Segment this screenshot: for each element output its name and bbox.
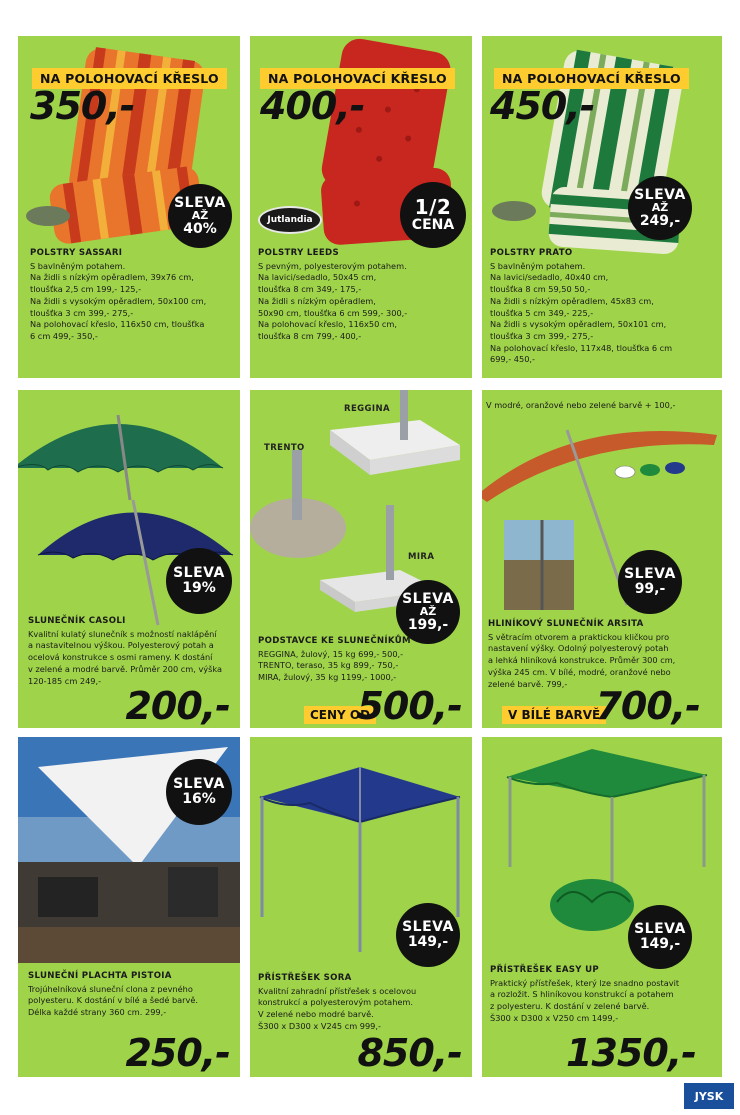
badge-line1: SLEVA [173, 776, 225, 793]
desc-line: v zelené a modré barvě. Průměr 200 cm, výška [28, 663, 223, 674]
card-stands [250, 390, 472, 728]
desc-line: Na lavici/sedadlo, 50x45 cm, [258, 272, 377, 283]
stand-label-trento: TRENTO [264, 443, 305, 453]
desc-line: tloušťka 3 cm 399,- 275,- [490, 330, 594, 341]
product-title: PODSTAVCE KE SLUNEČNÍKŮM [258, 636, 411, 646]
desc-line: polyesteru. K dostání v bílé a šedé barvě. [28, 995, 199, 1006]
desc-line: S větracím otvorem a praktickou kličkou pro [488, 631, 670, 642]
desc-line: Na židli s nízkým opěradlem, [258, 295, 376, 306]
desc-line: ocelová konstrukce s osmi rameny. K dostání [28, 652, 213, 663]
desc-line: a nastavitelnou výškou. Polyesterový potah a [28, 640, 214, 651]
badge-line2: AŽ [419, 605, 437, 619]
badge-line2: AŽ [651, 201, 669, 215]
desc-line: Na židli s vysokým opěradlem, 50x101 cm, [490, 319, 667, 330]
badge-line3: CENA [411, 217, 455, 234]
desc-line: 120-185 cm 249,- [28, 675, 102, 686]
product-description [28, 616, 238, 687]
badge-line1: SLEVA [174, 194, 226, 211]
color-note [486, 400, 718, 412]
desc-line: tloušťka 8 cm 59,50 50,- [490, 284, 591, 295]
desc-line: TRENTO, teraso, 35 kg 899,- 750,- [258, 660, 399, 671]
desc-line: V zelené nebo modré barvě. [258, 1009, 374, 1020]
desc-line: MIRA, žulový, 35 kg 1199,- 1000,- [258, 672, 397, 683]
desc-line: nastavení výšky. Odolný polyesterový potah [488, 643, 669, 654]
badge-line2: AŽ [191, 209, 209, 223]
desc-line: výška 245 cm. V bílé, modré, oranžové nebo [488, 666, 671, 677]
desc-line: Na židli s vysokým opěradlem, 50x100 cm, [30, 295, 207, 306]
desc-line: Na polohovací křeslo, 116x50 cm, [258, 319, 397, 330]
product-description [490, 965, 720, 1025]
price: 200,- [125, 684, 230, 728]
price: 850,- [357, 1031, 462, 1075]
desc-line: z polyesteru. K dostání v zelené barvě. [490, 1001, 650, 1012]
product-description [258, 636, 468, 684]
product-title: SLUNEČNÍK CASOLI [28, 616, 126, 626]
desc-line: zelené barvě. 799,- [488, 678, 568, 689]
price: 500,- [357, 684, 462, 728]
desc-line: S pevným, polyesterovým potahem. [258, 260, 407, 271]
jutlandia-logo: Jutlandia [258, 206, 322, 234]
price: 350,- [30, 84, 135, 128]
desc-line: tloušťka 8 cm 799,- 400,- [258, 330, 362, 341]
badge-line3: 19% [182, 580, 216, 596]
desc-line: Délka každé strany 360 cm. 299,- [28, 1007, 167, 1018]
desc-line: Na lavici/sedadlo, 40x40 cm, [490, 272, 609, 283]
desc-line: a rozložit. S hliníkovou konstrukcí a potahem [490, 989, 674, 1000]
product-title: POLSTRY PRATO [490, 248, 573, 258]
product-title: HLINÍKOVÝ SLUNEČNÍK ARSITA [488, 619, 644, 629]
discount-badge [396, 580, 460, 644]
product-title: POLSTRY SASSARI [30, 248, 123, 258]
badge-line3: 199,- [407, 616, 449, 633]
card-easyup [482, 737, 722, 1077]
price: 450,- [490, 84, 595, 128]
discount-badge [168, 184, 232, 248]
desc-line: tloušťka 5 cm 349,- 225,- [490, 307, 594, 318]
price: 400,- [260, 84, 365, 128]
jysk-logo: JYSK [684, 1083, 734, 1109]
badge-line1: SLEVA [634, 921, 686, 938]
desc-line: Š300 x D300 x V245 cm 999,- [258, 1020, 381, 1031]
product-description [28, 971, 238, 1019]
badge-line3: 99,- [634, 581, 666, 597]
desc-line: Na židli s nízkým opěradlem, 45x83 cm, [490, 295, 654, 306]
badge-line3: 16% [182, 791, 216, 807]
product-description [258, 248, 468, 343]
desc-line: konstrukcí a polyesterovým potahem. [258, 997, 413, 1008]
desc-line: Trojúhelníková sluneční clona z pevného [28, 983, 193, 994]
prices-from-label: CENY OD [304, 706, 376, 724]
product-description [490, 248, 718, 366]
price: 700,- [595, 684, 700, 728]
discount-badge [166, 548, 232, 614]
card-arsita [482, 390, 722, 728]
card-sassari [18, 36, 240, 378]
badge-line3: 149,- [639, 936, 681, 952]
desc-line: tloušťka 2,5 cm 199,- 125,- [30, 284, 142, 295]
desc-line: Na polohovací křeslo, 117x48, tloušťka 6 cm [490, 342, 673, 353]
desc-line: Š300 x D300 x V250 cm 1499,- [490, 1012, 619, 1023]
desc-line: Kvalitní kulatý slunečník s možností naklápění [28, 628, 217, 639]
product-description [488, 619, 718, 690]
card-leeds [250, 36, 472, 378]
desc-line: tloušťka 3 cm 399,- 275,- [30, 307, 134, 318]
desc-line: 699,- 450,- [490, 354, 535, 365]
product-description [258, 973, 468, 1033]
desc-line: 6 cm 499,- 350,- [30, 330, 98, 341]
stand-label-mira: MIRA [408, 552, 435, 562]
discount-badge [166, 759, 232, 825]
product-title: SLUNEČNÍ PLACHTA PISTOIA [28, 971, 172, 981]
discount-badge [628, 176, 692, 240]
desc-line: Praktický přístřešek, který lze snadno postavit [490, 977, 680, 988]
desc-line: 50x90 cm, tloušťka 6 cm 599,- 300,- [258, 307, 408, 318]
desc-line: a lehká hliníková konstrukce. Průměr 300 cm, [488, 655, 676, 666]
desc-line: Kvalitní zahradní přístřešek s ocelovou [258, 985, 417, 996]
desc-line: Na židli s nízkým opěradlem, 39x76 cm, [30, 272, 194, 283]
badge-line1: SLEVA [624, 566, 676, 583]
badge-line1: SLEVA [402, 590, 454, 607]
discount-badge [628, 905, 692, 969]
discount-badge [396, 903, 460, 967]
umbrella-arsita-image [482, 390, 722, 630]
desc-line: tloušťka 8 cm 349,- 175,- [258, 284, 362, 295]
desc-line: Na polohovací křeslo, 116x50 cm, tloušťka [30, 319, 205, 330]
color-label: V BÍLÉ BARVĚ [502, 706, 606, 724]
offer-tag: NA POLOHOVACÍ KŘESLO [32, 68, 227, 89]
product-title: POLSTRY LEEDS [258, 248, 339, 258]
offer-tag: NA POLOHOVACÍ KŘESLO [494, 68, 689, 89]
desc-line: REGGINA, žulový, 15 kg 699,- 500,- [258, 648, 404, 659]
price: 250,- [125, 1031, 230, 1075]
offer-tag: NA POLOHOVACÍ KŘESLO [260, 68, 455, 89]
badge-line1: SLEVA [173, 565, 225, 582]
stand-label-reggina: REGGINA [344, 404, 390, 414]
product-title: PŘÍSTŘEŠEK SORA [258, 973, 352, 983]
discount-badge [400, 182, 466, 248]
badge-line3: 149,- [407, 934, 449, 950]
price: 1350,- [566, 1031, 696, 1075]
badge-line1: 1/2 [414, 195, 452, 220]
card-pistoia [18, 737, 240, 1077]
card-casoli [18, 390, 240, 728]
product-description [30, 248, 235, 343]
card-prato [482, 36, 722, 378]
badge-line1: SLEVA [402, 919, 454, 936]
discount-badge [618, 550, 682, 614]
card-sora [250, 737, 472, 1077]
product-title: PŘÍSTŘEŠEK EASY UP [490, 965, 599, 975]
badge-line3: 40% [183, 220, 217, 237]
color-note-text: V modré, oranžové nebo zelené barvě + 100,- [486, 400, 676, 410]
desc-line: S bavlněným potahem. [30, 260, 126, 271]
badge-line3: 249,- [639, 212, 681, 229]
desc-line: S bavlněným potahem. [490, 260, 586, 271]
badge-line1: SLEVA [634, 186, 686, 203]
